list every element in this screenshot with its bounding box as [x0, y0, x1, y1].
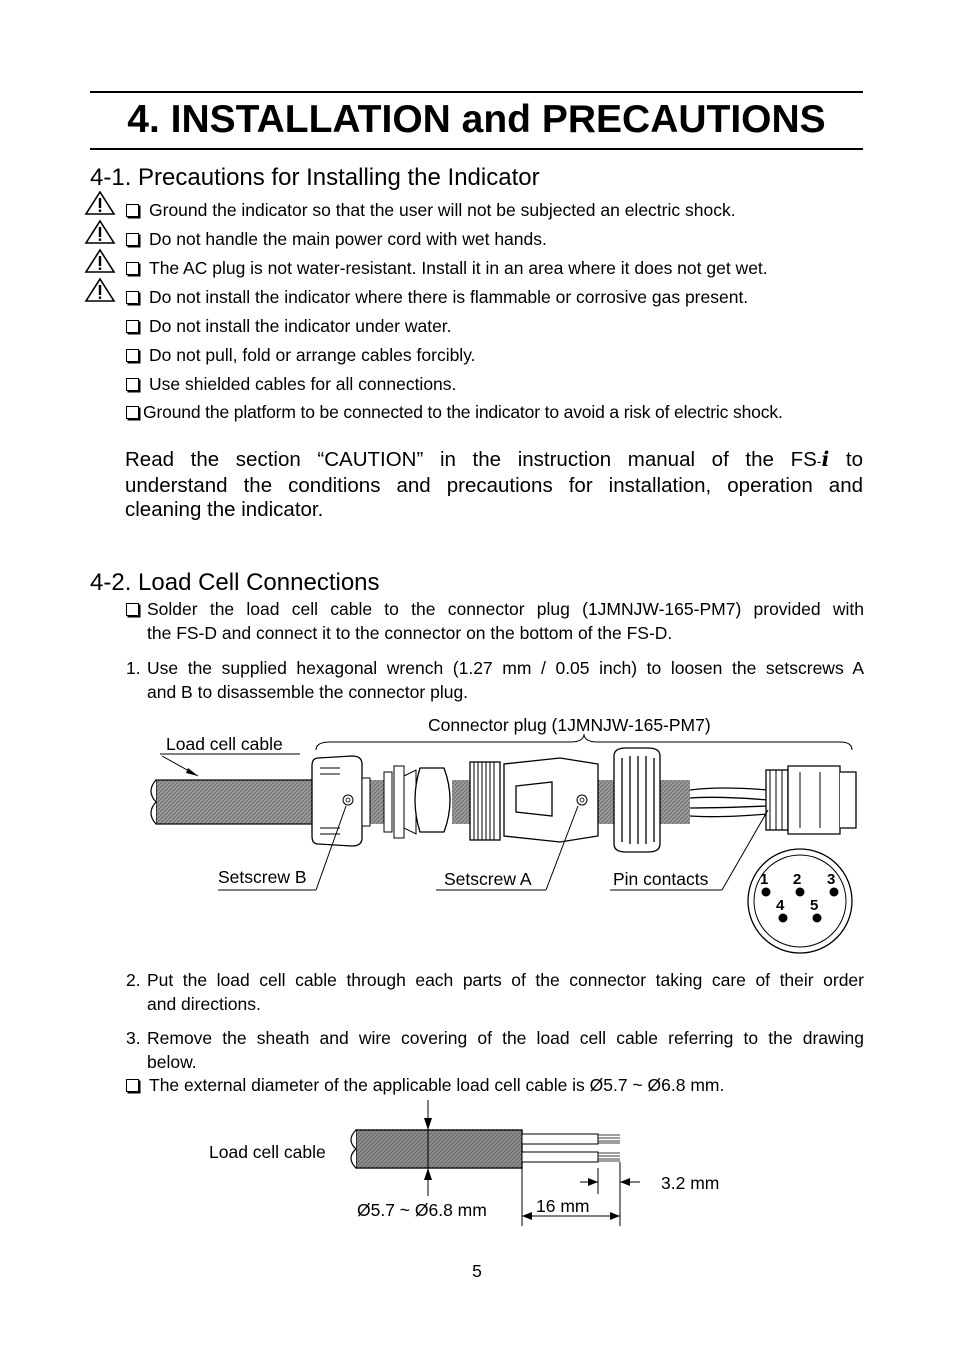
precaution-item: Use shielded cables for all connections. [126, 373, 456, 395]
warning-icon [84, 277, 116, 303]
pin-3 [830, 888, 839, 897]
pin-4 [779, 914, 788, 923]
body-window [516, 782, 552, 816]
checkbox-icon [126, 262, 139, 275]
step-text: Use the supplied hexagonal wrench (1.27 mm / 0.05 inch) to loosen the setscrews A and B to disassemble the connector plug. [147, 658, 864, 702]
checkbox-icon [126, 233, 139, 246]
cable-end [151, 780, 156, 824]
section-heading-load-cell: 4-2. Load Cell Connections [90, 569, 380, 596]
precaution-item: The AC plug is not water-resistant. Install it in an area where it does not get wet. [126, 257, 768, 279]
load-cell-intro: Solder the load cell cable to the connector plug (1JMNJW-165-PM7) provided with the FS-D and connect it to the connector on the bottom of the FS-D. [147, 599, 864, 643]
precaution-item: Do not install the indicator under water. [126, 315, 452, 337]
setscrew-a-icon [577, 795, 587, 805]
diameter-note: The external diameter of the applicable load cell cable is Ø5.7 ~ Ø6.8 mm. [126, 1074, 724, 1096]
pin-number-3: 3 [827, 871, 836, 888]
cable-body [156, 780, 318, 824]
arrow-head [424, 1118, 432, 1130]
setscrew-b-label: Setscrew B [218, 867, 307, 887]
strip-cable-label: Load cell cable [209, 1142, 326, 1162]
checkbox-icon [126, 1079, 139, 1092]
arrow-head [186, 768, 198, 776]
coupling-nut [614, 748, 660, 852]
warning-icon [84, 190, 116, 216]
checkbox-icon [126, 291, 139, 304]
step-text: Remove the sheath and wire covering of the load cell cable referring to the drawing below. [147, 1028, 864, 1072]
checkbox-icon [126, 204, 139, 217]
step-text: Put the load cell cable through each parts of the connector taking care of their order and directions. [147, 970, 864, 1014]
pin-5 [813, 914, 822, 923]
cable-end [351, 1130, 356, 1168]
setscrew-b-icon [343, 795, 353, 805]
checkbox-icon [126, 378, 139, 391]
connector-label: Connector plug (1JMNJW-165-PM7) [428, 715, 711, 735]
pin-contacts-label: Pin contacts [613, 869, 709, 889]
precaution-item: Ground the indicator so that the user will not be subjected an electric shock. [126, 199, 736, 221]
precaution-item: Do not handle the main power cord with wet hands. [126, 228, 547, 250]
checkbox-icon [126, 349, 139, 362]
step-number: 3. [126, 1028, 141, 1048]
precaution-item: Do not pull, fold or arrange cables forcibly. [126, 344, 476, 366]
checkbox-icon [126, 406, 139, 419]
caution-note: Read the section “CAUTION” in the instruction manual of the FS-i to understand the conditions and precautions for installation, operation and cleaning the indicator. [125, 447, 863, 521]
precaution-item: Ground the platform to be connected to the indicator to avoid a risk of electric shock. [126, 401, 783, 423]
warning-icon [84, 219, 116, 245]
wires [690, 788, 768, 817]
pin-face [748, 849, 852, 953]
wire [522, 1134, 598, 1144]
pin-number-1: 1 [760, 871, 769, 888]
step-number: 2. [126, 970, 141, 990]
pin-2 [796, 888, 805, 897]
pin-1 [762, 888, 771, 897]
precaution-item: Do not install the indicator where there is flammable or corrosive gas present. [126, 286, 748, 308]
pin-number-2: 2 [793, 871, 802, 888]
strip-length-label: 16 mm [536, 1196, 590, 1216]
step-number: 1. [126, 658, 141, 678]
bare-strands [598, 1135, 620, 1161]
pin-number-4: 4 [776, 897, 785, 914]
header-bottom-rule [90, 148, 863, 150]
wire-strip-label: 3.2 mm [661, 1173, 720, 1193]
plug [766, 770, 788, 830]
warning-icon [84, 248, 116, 274]
wire [522, 1152, 598, 1162]
gasket [384, 772, 392, 832]
section-heading-precautions: 4-1. Precautions for Installing the Indicator [90, 164, 540, 191]
cable-label: Load cell cable [166, 734, 283, 754]
diameter-label: Ø5.7 ~ Ø6.8 mm [357, 1200, 487, 1220]
pin-number-5: 5 [810, 897, 819, 914]
arrow-head [424, 1168, 432, 1180]
checkbox-icon [126, 320, 139, 333]
sleeve [415, 768, 450, 832]
page-title: 4. INSTALLATION and PRECAUTIONS [127, 98, 826, 141]
cable-segment [660, 780, 690, 824]
page-number: 5 [472, 1261, 482, 1281]
header-top-rule [90, 91, 863, 93]
setscrew-a-label: Setscrew A [444, 869, 532, 889]
connector-brace [316, 734, 852, 750]
checkbox-icon [126, 603, 139, 616]
